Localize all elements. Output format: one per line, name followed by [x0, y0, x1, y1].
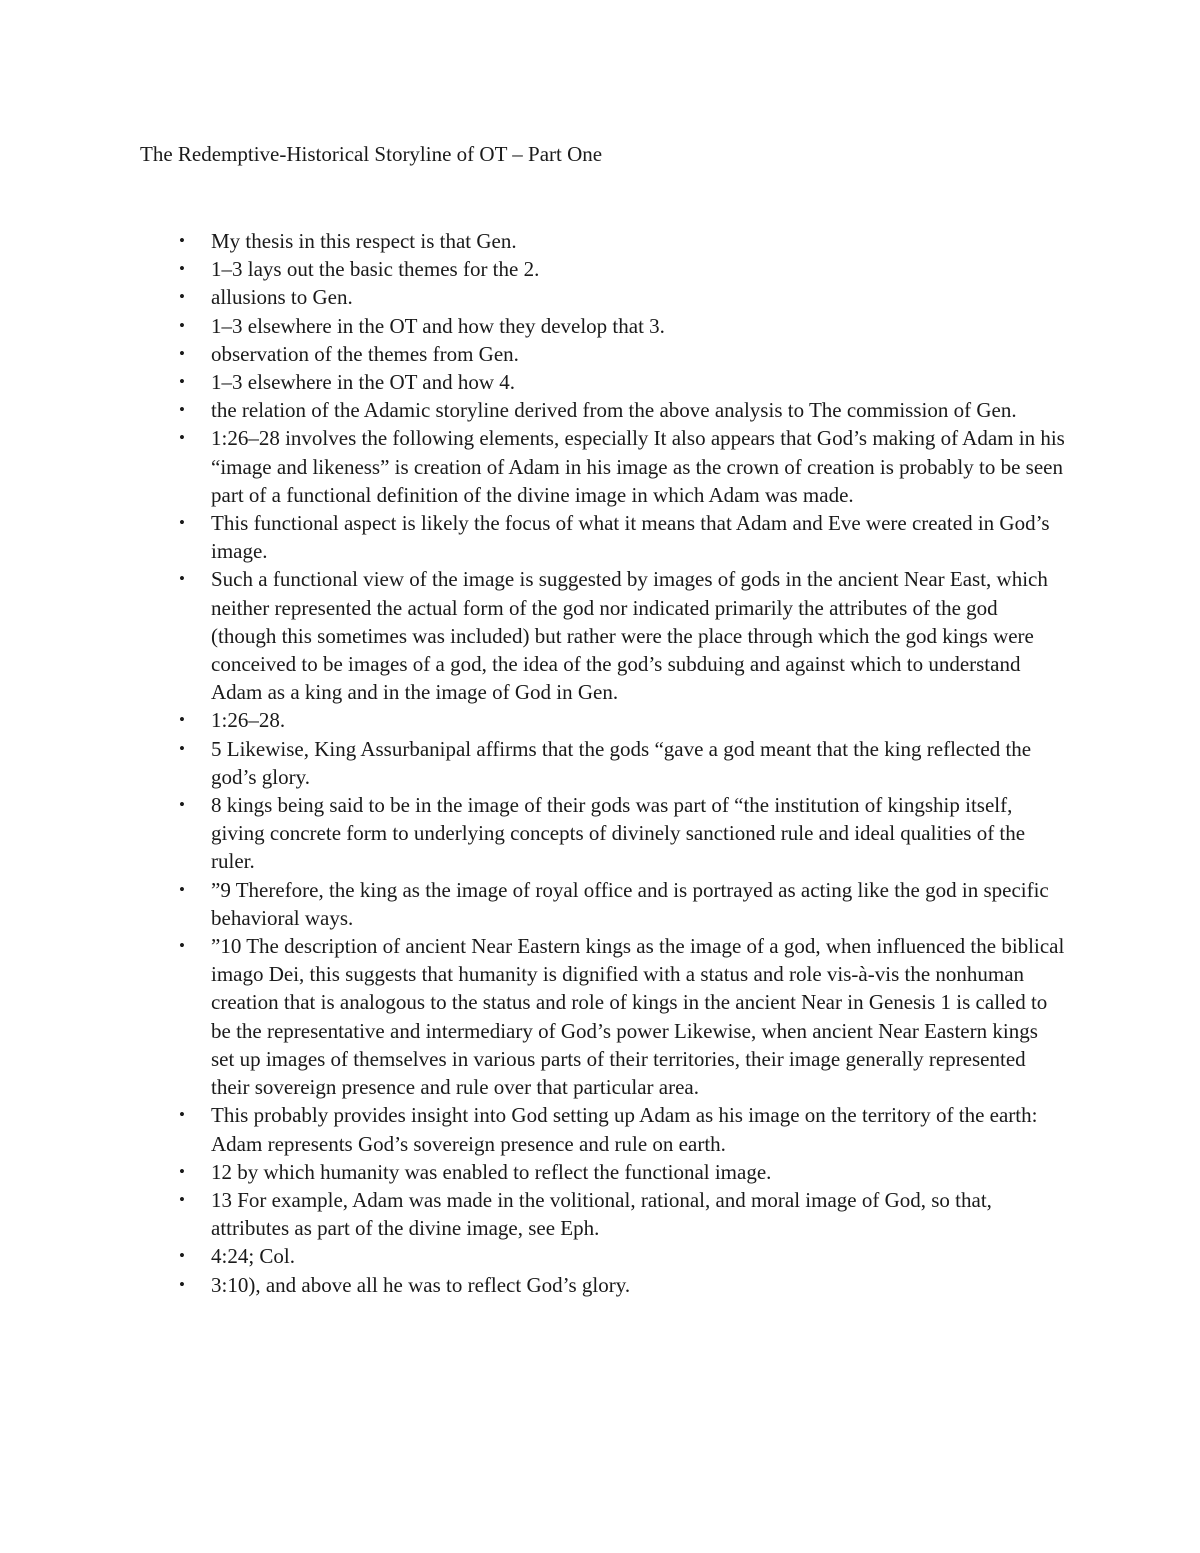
list-item-text: 5 Likewise, King Assurbanipal affirms that the gods “gave a god meant that the king reflected the god’s glory. [211, 736, 1032, 789]
list-item-text: 1:26–28 involves the following elements, especially It also appears that God’s making of Adam in his “image and likeness” is creation of Adam in his image as the crown of creation is probably to be seen part of a functional definition of the divine image in which Adam was made. [211, 426, 1065, 507]
bullet-list [0, 227, 1200, 1299]
list-item [0, 424, 1200, 509]
bullet-icon: • [179, 738, 185, 758]
list-item [0, 396, 1200, 424]
bullet-icon: • [179, 513, 185, 533]
bullet-icon: • [179, 372, 185, 392]
list-item [0, 1101, 1200, 1157]
bullet-icon: • [179, 879, 185, 899]
bullet-icon: • [179, 1161, 185, 1181]
list-item-text: 3:10), and above all he was to reflect God’s glory. [211, 1272, 631, 1297]
list-item [0, 1158, 1200, 1186]
bullet-icon: • [179, 287, 185, 307]
list-item-text: 1–3 elsewhere in the OT and how they develop that 3. [211, 313, 665, 338]
bullet-icon: • [179, 1105, 185, 1125]
list-item [0, 1186, 1200, 1242]
list-item-text: 12 by which humanity was enabled to reflect the functional image. [211, 1159, 772, 1184]
list-item-text: the relation of the Adamic storyline derived from the above analysis to The commission of Gen. [211, 398, 1017, 423]
list-item [0, 1242, 1200, 1270]
list-item-text: 13 For example, Adam was made in the volitional, rational, and moral image of God, so that, attributes as part of the divine image, see Eph. [211, 1187, 992, 1241]
bullet-icon: • [179, 936, 185, 956]
list-item-text: This functional aspect is likely the focus of what it means that Adam and Eve were created in God’s image. [211, 511, 1050, 564]
bullet-icon: • [179, 795, 185, 815]
list-item [0, 255, 1200, 283]
bullet-icon: • [179, 1246, 185, 1266]
list-item [0, 340, 1200, 368]
bullet-icon: • [179, 428, 185, 448]
bullet-icon: • [179, 710, 185, 730]
list-item-text: ”9 Therefore, the king as the image of royal office and is portrayed as acting like the god in specific behavioral ways. [211, 877, 1049, 930]
document-title: The Redemptive-Historical Storyline of OT – Part One [140, 142, 603, 166]
list-item [0, 509, 1200, 565]
list-item [0, 791, 1200, 876]
bullet-icon: • [179, 1274, 185, 1294]
list-item [0, 283, 1200, 311]
list-item-text: This probably provides insight into God setting up Adam as his image on the territory of the earth: Adam represents God’s sovereign presence and rule on earth. [211, 1103, 1038, 1156]
bullet-icon: • [179, 315, 185, 335]
list-item-text: ”10 The description of ancient Near Eastern kings as the image of a god, when influenced the biblical imago Dei, this suggests that humanity is dignified with a status and role vis-à-vis the nonhuman creation that is analogous to the status and role of kings in the ancient Near in Genesis 1 is called to be the representative and intermediary of God’s power Likewise, when ancient Near Eastern kings set up images of themselves in various parts of their territories, their image generally represented their sovereign presence and rule over that particular area. [211, 934, 1065, 1100]
bullet-icon: • [179, 569, 185, 589]
list-item-text: allusions to Gen. [211, 285, 353, 310]
list-item-text: observation of the themes from Gen. [211, 341, 519, 366]
list-item [0, 368, 1200, 396]
bullet-icon: • [179, 400, 185, 420]
list-item [0, 1271, 1200, 1299]
list-item [0, 227, 1200, 255]
list-item [0, 932, 1200, 1101]
bullet-icon: • [179, 1189, 185, 1209]
list-item-text: My thesis in this respect is that Gen. [211, 229, 517, 253]
list-item [0, 565, 1200, 706]
list-item-text: 1:26–28. [211, 708, 286, 733]
list-item-text: 8 kings being said to be in the image of their gods was part of “the institution of kingship itself, giving concrete form to underlying concepts of divinely sanctioned rule and ideal qualities of the ruler. [211, 793, 1026, 874]
list-item [0, 735, 1200, 791]
list-item-text: 1–3 elsewhere in the OT and how 4. [211, 370, 516, 395]
bullet-icon: • [179, 231, 185, 250]
list-item-text: Such a functional view of the image is suggested by images of gods in the ancient Near East, which neither represented the actual form of the god nor indicated primarily the attributes of the god (though this sometimes was included) but rather were the place through which the god kings were conceived to be images of a god, the idea of the god’s subduing and against which to understand Adam as a king and in the image of God in Gen. [211, 567, 1048, 705]
list-item [0, 312, 1200, 340]
list-item-text: 1–3 lays out the basic themes for the 2. [211, 257, 540, 282]
bullet-icon: • [179, 343, 185, 363]
list-item [0, 876, 1200, 932]
list-item-text: 4:24; Col. [211, 1244, 296, 1269]
bullet-icon: • [179, 259, 185, 279]
list-item [0, 706, 1200, 734]
